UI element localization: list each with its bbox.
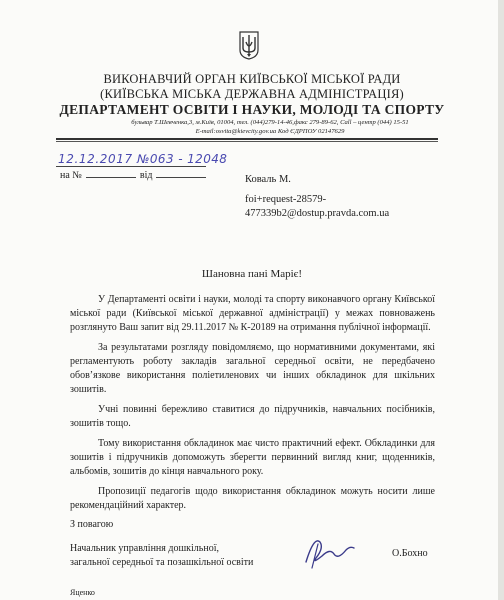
header-divider [56,138,438,140]
org-name-line2: (КИЇВСЬКА МІСЬКА ДЕРЖАВНА АДМІНІСТРАЦІЯ) [100,87,404,101]
email-code-line: E-mail:osvita@kievcity.gov.ua Код ЄДРПОУ 02147629 [195,128,345,135]
executor-name: Яценко [70,588,95,597]
department-title: ДЕПАРТАМЕНТ ОСВІТИ І НАУКИ, МОЛОДІ ТА СПОРТУ [59,102,445,117]
paragraph-2: За результатами розгляду повідомляємо, що нормативними документами, які регламентують роботу закладів загальної середньої освіти, не передбачено обов’язкове використання поліетиленових чи інших обкладинок для шкільних зошитів. [70,342,435,395]
org-name-line1: ВИКОНАВЧИЙ ОРГАН КИЇВСЬКОЇ МІСЬКОЇ РАДИ [103,72,401,86]
header-divider-thin [56,141,438,142]
recipient-name: Коваль М. [245,174,291,185]
signatory-name: О.Бохно [392,548,428,559]
vid-blank [156,177,206,178]
greeting: Шановна пані Маріє! [201,268,303,280]
recipient-email-line1: foi+request-28579- [245,194,327,205]
handwritten-date: 12.12.2017 [58,152,133,166]
registration-underline [56,166,206,167]
vid-label: від [139,170,153,181]
paragraph-4: Тому використання обкладинок має чисто практичний ефект. Обкладинки для зошитів і підручників допоможуть зберегти первинний вигляд книг, щоденників, альбомів, зошитів до кінця навчального року. [70,438,435,477]
closing-phrase: З повагою [70,519,114,530]
address-line: бульвар Т.Шевченка,3, м.Київ, 01004, тел. (044)279-14-46,факс 279-89-62, Call – центр (044) 15-51 [131,119,409,126]
na-label: на № [60,170,82,181]
paragraph-5: Пропозиції педагогів щодо використання обкладинок можуть носити лише рекомендаційний характер. [70,486,435,511]
handwritten-number: №063 - 12048 [137,152,228,166]
scan-edge [498,0,504,600]
letter-body [70,293,435,519]
handwritten-signature [300,532,358,570]
signatory-title-line2: загальної середньої та позашкільної освіти [70,557,254,568]
recipient-email-line2: 477339b2@dostup.pravda.com.ua [245,208,390,219]
paragraph-1: У Департаменті освіти і науки, молоді та спорту виконавчого органу Київської міської ради (Київської міської державної адміністрації) у межах повноважень розглянуто Ваш запит від 29.11.2017 № К-20189 на отримання публічної інформації. [70,294,435,333]
trident-emblem-icon [238,30,260,60]
signatory-title-line1: Начальник управління дошкільної, [70,543,219,554]
paragraph-3: Учні повинні бережливо ставитися до підручників, навчальних посібників, зошитів тощо. [70,404,435,429]
reference-line [60,170,210,181]
na-blank [86,177,136,178]
